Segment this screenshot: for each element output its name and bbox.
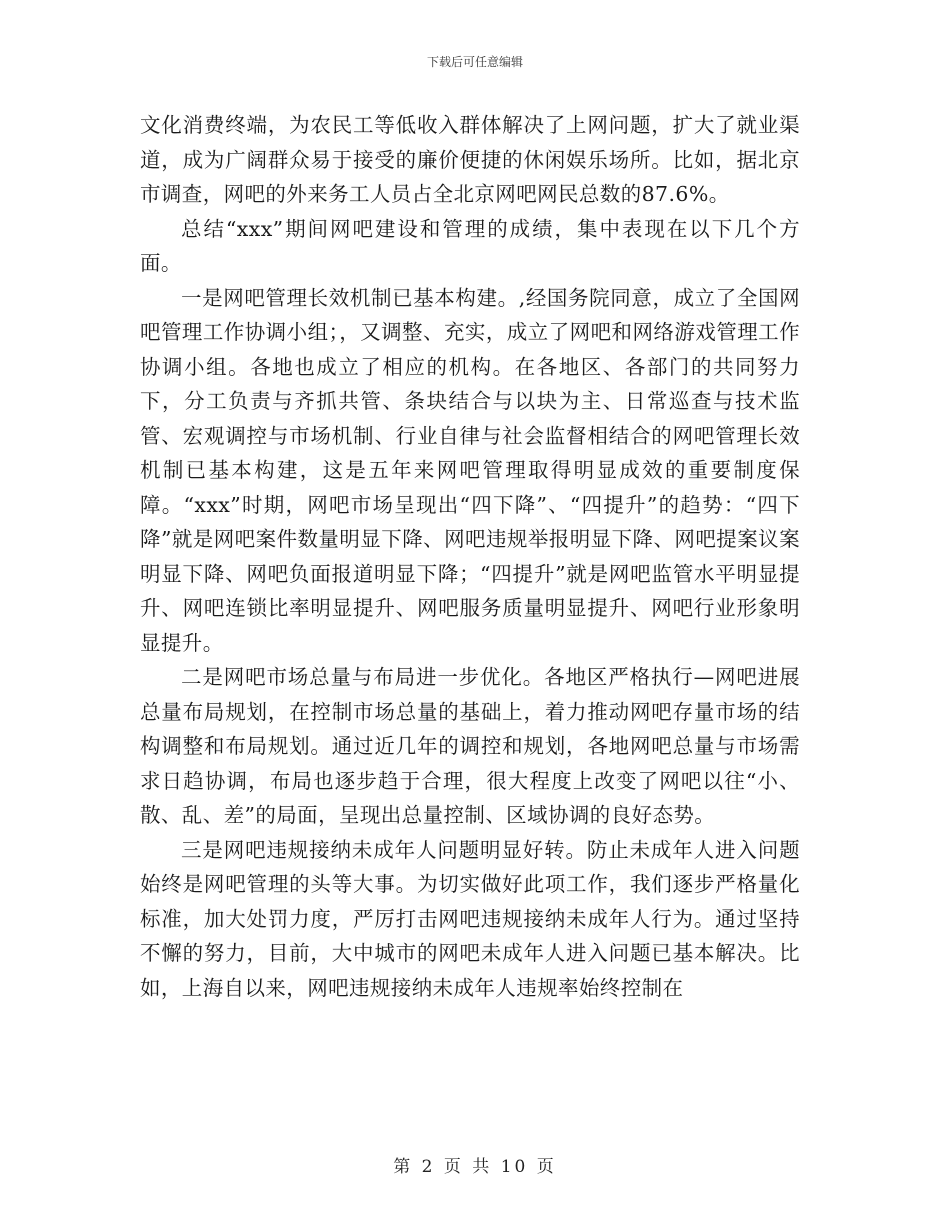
paragraph-continuation: 文化消费终端，为农民工等低收入群体解决了上网问题，扩大了就业渠道，成为广阔群众易于接受的廉价便捷的休闲娱乐场所。比如，据北京市调查，网吧的外来务工人员占全北京网吧网民总数的87.6%。 xyxy=(140,113,800,206)
page-header-note: 下载后可任意编辑 xyxy=(426,55,523,69)
page-number: 第 2 页 共 10 页 xyxy=(393,1157,557,1177)
paragraph-point-two: 二是网吧市场总量与布局进一步优化。各地区严格执行—网吧进展总量布局规划，在控制市场总量的基础上，着力推动网吧存量市场的结构调整和布局规划。通过近几年的调控和规划，各地网吧总量与市场需求日趋协调，布局也逐步趋于合理，很大程度上改变了网吧以往“小、散、乱、差”的局面，呈现出总量控制、区域协调的良好态势。 xyxy=(140,665,800,827)
body-text xyxy=(140,108,800,1005)
paragraph-summary: 总结“xxx”期间网吧建设和管理的成绩，集中表现在以下几个方面。 xyxy=(140,216,800,275)
paragraph-point-one: 一是网吧管理长效机制已基本构建。,经国务院同意，成立了全国网吧管理工作协调小组；，又调整、充实，成立了网吧和网络游戏管理工作协调小组。各地也成立了相应的机构。在各地区、各部门的共同努力下，分工负责与齐抓共管、条块结合与以块为主、日常巡查与技术监管、宏观调控与市场机制、行业自律与社会监督相结合的网吧管理长效机制已基本构建，这是五年来网吧管理取得明显成效的重要制度保障。“xxx”时期，网吧市场呈现出“四下降”、“四提升”的趋势：“四下降”就是网吧案件数量明显下降、网吧违规举报明显下降、网吧提案议案明显下降、网吧负面报道明显下降；“四提升”就是网吧监管水平明显提升、网吧连锁比率明显提升、网吧服务质量明显提升、网吧行业形象明显提升。 xyxy=(140,285,800,655)
paragraph-point-three: 三是网吧违规接纳未成年人问题明显好转。防止未成年人进入问题始终是网吧管理的头等大事。为切实做好此项工作，我们逐步严格量化标准，加大处罚力度，严厉打击网吧违规接纳未成年人行为。通过坚持不懈的努力，目前，大中城市的网吧未成年人进入问题已基本解决。比如，上海自以来，网吧违规接纳未成年人违规率始终控制在 xyxy=(140,837,800,1000)
